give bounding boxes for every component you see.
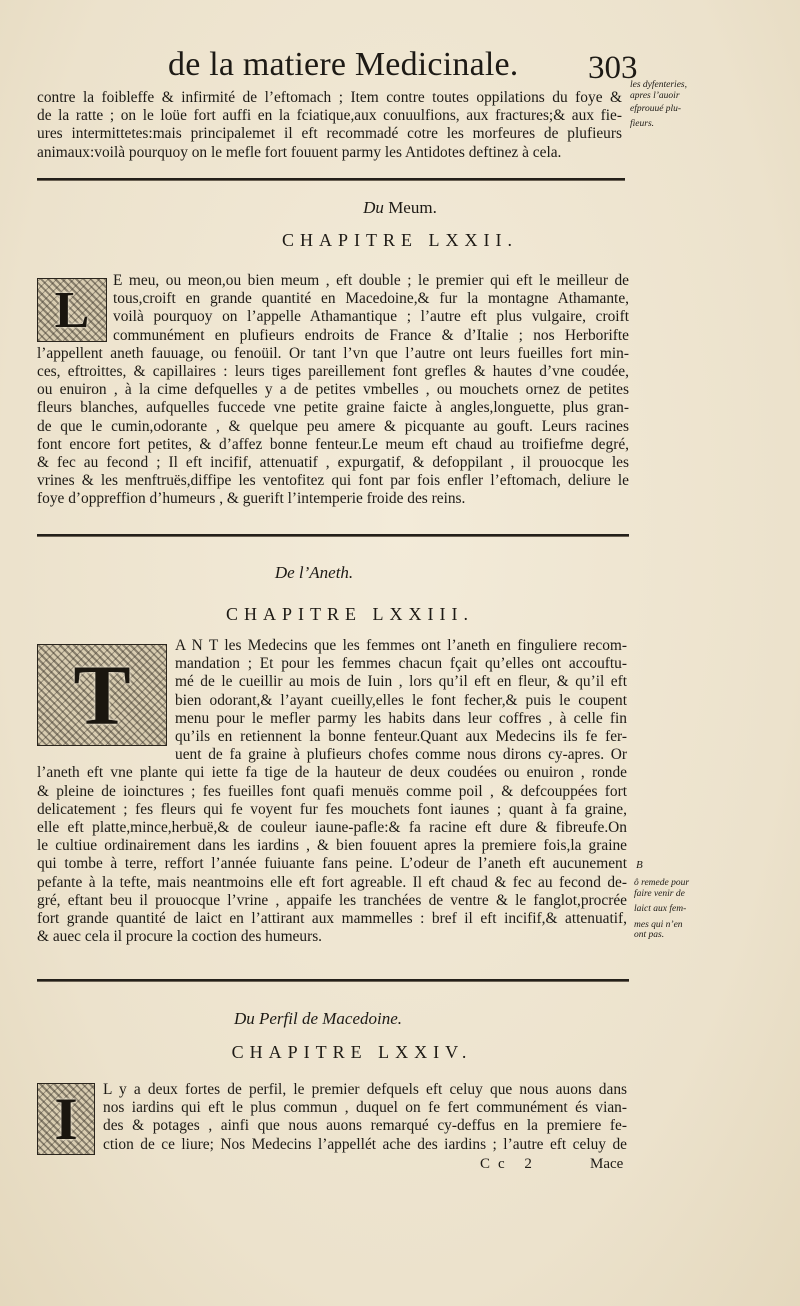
text-line: mé de le cueillir au mois de Iuin , lors qu’il eft en fleur, & qu’il eft [175, 673, 627, 691]
text-line: A N T les Medecins que les femmes ont l’aneth en finguliere recom- [175, 637, 627, 654]
margin-note: ô remede pour faire venir de laict aux fem- mes qui n’en ont pas. [634, 878, 690, 940]
text-line: de que le cumin,odorante , & quelque peu amere & picquante au gouft. Leurs racines [37, 417, 629, 435]
decorated-initial: T [37, 644, 167, 746]
section-title: De l’Aneth. [274, 563, 354, 582]
margin-letter: B [636, 859, 643, 871]
page-number: 303 [588, 50, 638, 86]
text-line: contre la foibleffe & infirmité de l’eftomach ; Item contre toutes oppilations du foye & [37, 89, 622, 106]
section-divider [37, 979, 629, 982]
chapter-heading: CHAPITRE LXXIV. [231, 1042, 473, 1062]
text-line: delicatement ; fes fleurs qui fe voyent fur fes mouchets font iaunes ; quant à fa graine, [37, 800, 627, 818]
text-line: bien odorant,& l’ayant cueilly,elles le font fecher,& puis le coupent [175, 691, 627, 709]
text-line: tous,croift en grande quantité en Macedoine,& fur la montagne Athamante, [113, 290, 629, 308]
text-line: ou enuiron , à la cime defquelles y a de petites vmbelles , ou mouchets ornez de petites [37, 381, 629, 399]
text-line: font encore fort petites, & d’affez bonne fenteur.Le meum eft chaud au troifiefme degré, [37, 435, 629, 453]
text-line: de la ratte ; on le loüe fort auffi en la fciatique,aux conuulfions, aux fractures;& aux fie- [37, 107, 622, 125]
signature-mark: Cc 2 [480, 1156, 540, 1172]
text-line: fleurs blanches, aufquelles fuccede vne petite graine faicte à angles,longuette, plus gran- [37, 399, 629, 417]
chapter-paragraph [37, 272, 629, 509]
text-line: L y a deux fortes de perfil, le premier defquels eft celuy que nous auons dans [103, 1081, 627, 1098]
text-line: ures intermittetes:mais principalemet il eft recommadé cotre les morfeures de plufieurs [37, 125, 622, 143]
text-line: animaux:voilà pourquoy on le mefle fort fouuent parmy les Antidotes deftinez à cela. [37, 143, 562, 161]
text-line: l’appellent aneth fauuage, ou fenoüil. Or tant l’vn que l’autre ont leurs fueilles fort min- [37, 344, 629, 362]
text-line: vrines & les menftruës,diffipe les ventofitez qui font par fois enfler l’eftomach, deliure le [37, 472, 629, 490]
chapter-paragraph [37, 637, 627, 946]
text-line: qu’ils en retiennent la bonne fenteur.Quant aux Medecins ils fe fer- [175, 728, 627, 746]
text-line: ces, eftroittes, & capillaires : leurs tiges pareillement font grefles & hautes d’vne coudée, [37, 363, 629, 381]
text-line: voilà pourquoy on l’appelle Athamantique ; l’autre eft plus vulgaire, croift [113, 308, 629, 326]
text-line: menu pour le mefler parmy les habits dans leur coffres , à celle fin [175, 709, 627, 727]
text-line: communément en plufieurs endroits de France & d’Italie ; nos Herborifte [113, 326, 629, 344]
text-line: elle eft platte,mince,herbuë,& de couleur iaune-pafle:& fa racine eft dure & fibreufe.On [37, 819, 627, 837]
chapter-heading: CHAPITRE LXXII. [282, 230, 518, 250]
running-title: de la matiere Medicinale. [168, 46, 519, 83]
text-line: pefante à la tefte, mais neantmoins elle eft fort agreable. Il eft chaud & fec au fecond de- [37, 873, 627, 891]
section-title: Du Perfil de Macedoine. [233, 1009, 403, 1028]
text-line: & fec au fecond ; Il eft incifif, attenuatif , expurgatif, & defoppilant , il prouocque les [37, 454, 629, 472]
section-title: Du Meum. [363, 198, 437, 217]
chapter-heading: CHAPITRE LXXIII. [226, 604, 474, 624]
text-line: E meu, ou meon,ou bien meum , eft double ; le premier qui eft le meilleur de [113, 272, 629, 289]
decorated-initial: I [37, 1083, 95, 1155]
intro-paragraph [37, 89, 622, 162]
text-line: fort grande quantité de laict en l’attirant aux mammelles : bref il eft incifif,& attenuatif, [37, 910, 627, 928]
margin-note: les dyfenteries, apres l’auoir efprouué plu- fieurs. [630, 80, 687, 129]
decorated-initial: L [37, 278, 107, 342]
text-line: qui tombe à terre, reffort l’année fuiuante fans peine. L’odeur de l’aneth eft aucunement [37, 855, 627, 873]
section-divider [37, 178, 625, 181]
text-line: uent de fa graine à plufieurs chofes comme nous dirons cy-apres. Or [175, 746, 627, 764]
catchword: Mace [590, 1156, 624, 1172]
text-line: le cultiue ordinairement dans les iardins , & bien fouuent apres la premiere fois,la graine [37, 837, 627, 855]
text-line: gré, eftant beu il prouocque l’vrine , appaife les tranchées de ventre & le fanglot,procrée [37, 891, 627, 909]
text-line: & auec cela il procure la coction des humeurs. [37, 928, 323, 946]
text-line: ction de ce liure; Nos Medecins l’appellét ache des iardins ; l’autre eft celuy de [103, 1135, 627, 1153]
text-line: des & potages , ainfi que nous auons remarqué cy-deffus en la premiere fe- [103, 1117, 627, 1135]
text-line: l’aneth eft vne plante qui iette fa tige de la hauteur de deux coudées ou enuiron , ronde [37, 764, 627, 782]
section-divider [37, 534, 629, 537]
text-line: foye d’oppreffion d’humeurs , & guerift l’intemperie froide des reins. [37, 490, 466, 508]
text-line: mandation ; Et pour les femmes chacun fçait qu’elles ont accouftu- [175, 655, 627, 673]
text-line: nos iardins qui eft le plus commun , duquel on fe fert communément és vian- [103, 1099, 627, 1117]
chapter-paragraph [37, 1081, 627, 1154]
text-line: & pleine de ioinctures ; fes fueilles font quafi menuës comme poil , & defcouppées fort [37, 782, 627, 800]
